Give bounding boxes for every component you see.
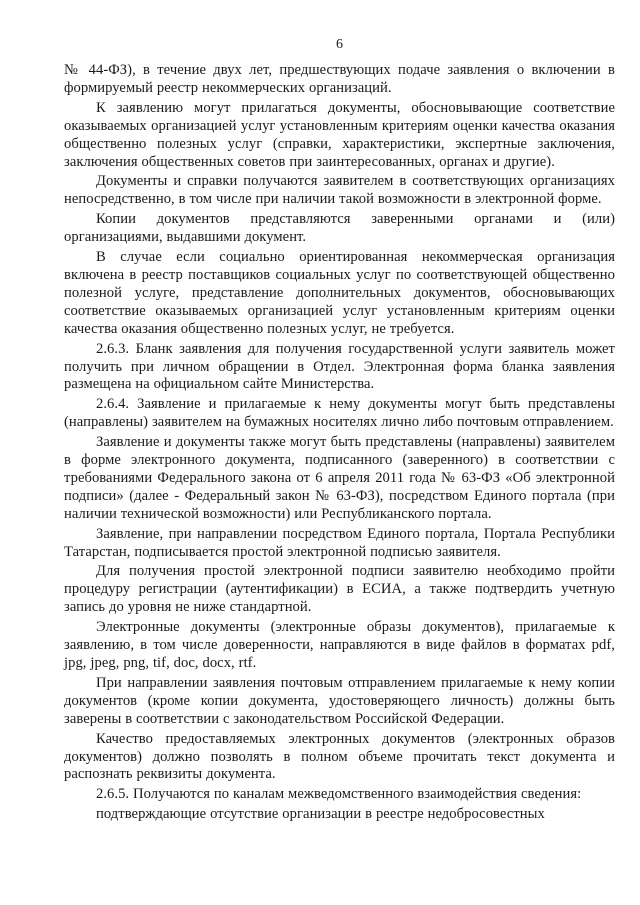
paragraph-2-6-4: 2.6.4. Заявление и прилагаемые к нему документы могут быть представлены (направлены) заявителем на бумажных носителях лично либо почтовым отправлением. xyxy=(64,396,615,431)
paragraph-postal-copies: При направлении заявления почтовым отправлением прилагаемые к нему копии документов (кроме копии документа, удостоверяющего личность) должны быть заверены в соответствии с законодательством Российской Федерации. xyxy=(64,674,615,727)
paragraph-2-6-3: 2.6.3. Бланк заявления для получения государственной услуги заявитель может получить при личном обращении в Отдел. Электронная форма бланка заявления размещена на официальном сайте Министерства. xyxy=(64,340,615,393)
paragraph-copies-certified: Копии документов представляются заверенными органами и (или) организациями, выдавшими документ. xyxy=(64,211,615,246)
paragraph-electronic-submission: Заявление и документы также могут быть представлены (направлены) заявителем в форме электронного документа, подписанного (заверенного) в соответствии с требованиями Федерального закона от 6 апреля 2011 года № 63-ФЗ «Об электронной подписи» (далее - Федеральный закон № 63-ФЗ), посредством Единого портала (при наличии технической возможности) или Республиканского портала. xyxy=(64,434,615,522)
paragraph-esia-registration: Для получения простой электронной подписи заявителю необходимо пройти процедуру регистрации (аутентификации) в ЕСИА, а также подтвердить учетную запись до уровня не ниже стандартной. xyxy=(64,563,615,616)
paragraph-obtaining-documents: Документы и справки получаются заявителем в соответствующих организациях непосредственно, в том числе при наличии такой возможности в электронной форме. xyxy=(64,173,615,208)
paragraph-file-formats: Электронные документы (электронные образы документов), прилагаемые к заявлению, в том числе доверенности, направляются в виде файлов в форматах pdf, jpg, jpeg, png, tif, doc, docx, rtf. xyxy=(64,619,615,671)
paragraph-simple-signature: Заявление, при направлении посредством Единого портала, Портала Республики Татарстан, подписывается простой электронной подписью заявителя. xyxy=(64,525,615,560)
paragraph-registry-absence: подтверждающие отсутствие организации в реестре недобросовестных xyxy=(96,806,545,823)
paragraph-supporting-documents: К заявлению могут прилагаться документы, обосновывающие соответствие оказываемых организацией услуг установленным критериям оценки качества оказания общественно полезных услуг (справки, характеристики, экспертные заключения, заключения общественных советов при заинтересованных, органах и другие). xyxy=(64,99,615,170)
paragraph-2-6-5: 2.6.5. Получаются по каналам межведомственного взаимодействия сведения: xyxy=(96,786,582,803)
page-number: 6 xyxy=(336,37,343,52)
document-page xyxy=(64,36,615,826)
paragraph-registry-exemption: В случае если социально ориентированная некоммерческая организация включена в реестр поставщиков социальных услуг по соответствующей общественно полезной услуге, представление дополнительных документов, обосновывающих соответствие оказываемых организацией услуг установленным критериям оценки качества оказания общественно полезных услуг, не требуется. xyxy=(64,249,615,337)
paragraph-continuation: № 44-ФЗ), в течение двух лет, предшествующих подаче заявления о включении в формируемый реестр некоммерческих организаций. xyxy=(64,62,615,96)
paragraph-document-quality: Качество предоставляемых электронных документов (электронных образов документов) должно позволять в полном объеме прочитать текст документа и распознать реквизиты документа. xyxy=(64,730,615,783)
